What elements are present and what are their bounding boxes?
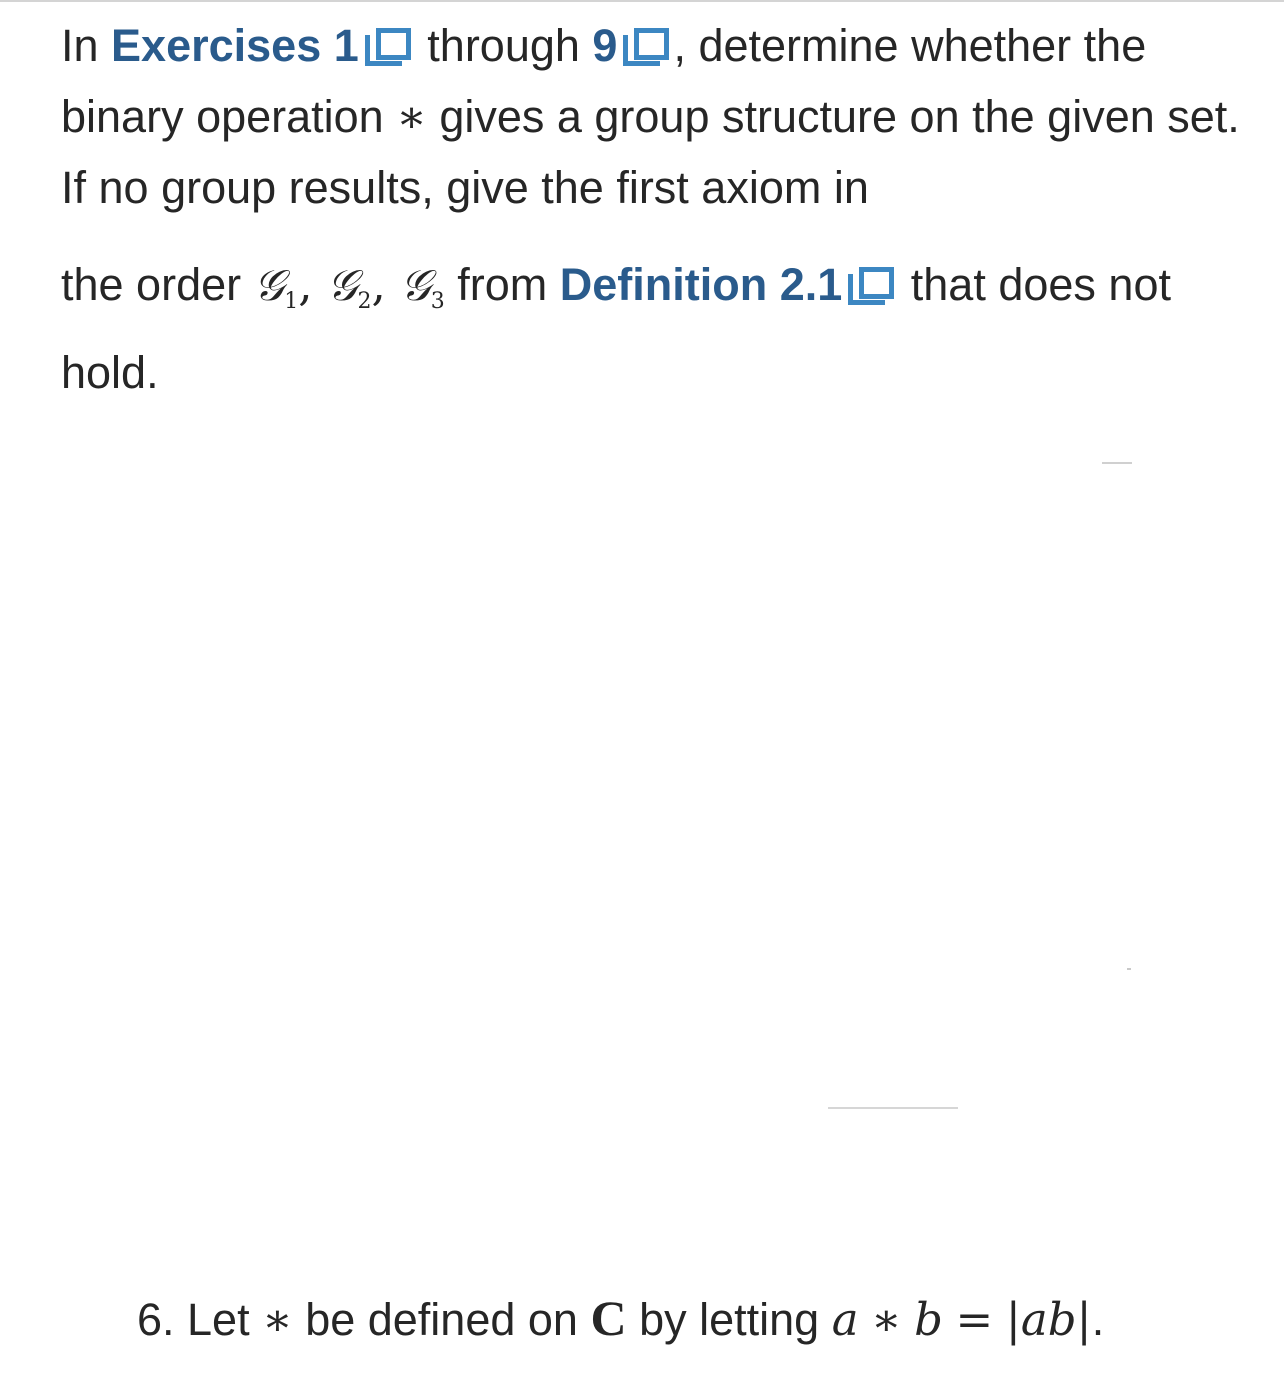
period: . [1091,1294,1105,1345]
exercise-text: Let [174,1294,263,1345]
instructions-text: , determine whether the binary operation [61,20,1147,142]
external-link-icon[interactable] [844,265,896,305]
axiom-g1: 𝒢$_1$ [253,261,299,314]
math-a: a [831,1293,859,1346]
exercise-9-link[interactable]: 9 [592,20,618,71]
instructions-text: through [414,20,593,71]
separator: , [298,258,327,311]
external-link-icon[interactable] [619,26,671,66]
instructions-text: from [444,259,560,310]
exercise-number: 6. [137,1294,175,1345]
exercises-1-link[interactable]: Exercises 1 [111,20,359,71]
instructions-text: In [61,20,112,71]
math-b: b [914,1293,943,1346]
exercise-text: by letting [626,1294,832,1345]
top-divider [0,0,1284,2]
axiom-g2: 𝒢$_2$ [326,261,372,314]
instructions-text: gives a group structure on the given set. If no group results, give the first axiom in [61,91,1240,213]
complex-numbers-set: C [590,1290,627,1346]
scan-artifact [1102,462,1132,464]
abs-bar-left: | [1005,1293,1021,1346]
external-link-icon[interactable] [361,26,413,66]
star-operator: ∗ [262,1293,293,1346]
scan-artifact [828,1107,958,1109]
star-operator: ∗ [396,90,427,143]
instructions-text: the order [61,259,254,310]
star-operator: ∗ [871,1293,902,1346]
separator: , [371,258,401,311]
abs-bar-right: | [1076,1293,1092,1346]
exercise-instructions [61,10,1251,408]
scan-artifact [1127,968,1131,970]
equals-sign: = [955,1293,994,1346]
math-ab: ab [1020,1293,1077,1346]
exercise-6 [137,1288,1257,1350]
instructions-text: that does not hold. [61,259,1171,398]
definition-2-1-link[interactable]: Definition 2.1 [559,259,843,310]
axiom-g3: 𝒢$_3$ [400,261,445,314]
exercise-text: be defined on [292,1294,591,1345]
